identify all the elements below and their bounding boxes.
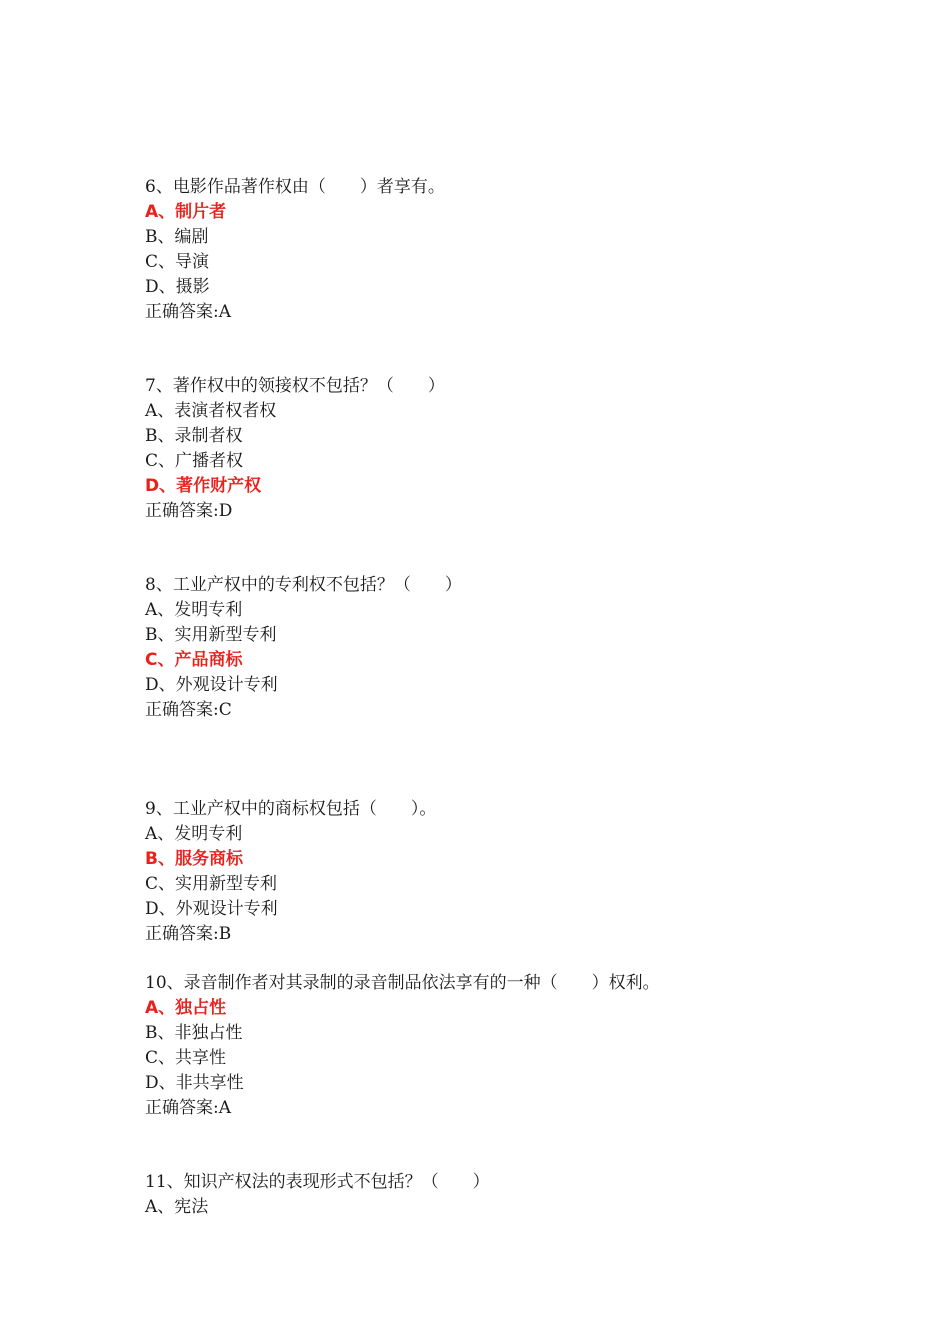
option-a-correct: A、独占性 — [145, 998, 227, 1018]
option-b: B、实用新型专利 — [145, 625, 277, 645]
question-7 — [145, 374, 845, 524]
question-9 — [145, 797, 845, 947]
option-a: A、发明专利 — [145, 600, 243, 620]
correct-answer: 正确答案:C — [145, 700, 232, 720]
correct-answer: 正确答案:A — [145, 1098, 232, 1118]
question-stem: 8、工业产权中的专利权不包括？（ ） — [145, 575, 462, 595]
question-11 — [145, 1170, 845, 1220]
option-b-correct: B、服务商标 — [145, 849, 243, 869]
option-d: D、摄影 — [145, 277, 210, 297]
option-d: D、外观设计专利 — [145, 899, 278, 919]
correct-answer: 正确答案:A — [145, 302, 232, 322]
option-b: B、非独占性 — [145, 1023, 243, 1043]
option-a: A、宪法 — [145, 1197, 209, 1217]
option-d: D、外观设计专利 — [145, 675, 278, 695]
correct-answer: 正确答案:D — [145, 501, 233, 521]
option-d: D、非共享性 — [145, 1073, 244, 1093]
option-a: A、表演者权者权 — [145, 401, 277, 421]
option-c: C、导演 — [145, 252, 210, 272]
option-c: C、实用新型专利 — [145, 874, 278, 894]
option-b: B、编剧 — [145, 227, 209, 247]
question-stem: 9、工业产权中的商标权包括（ ）。 — [145, 799, 437, 819]
option-a: A、发明专利 — [145, 824, 243, 844]
question-10 — [145, 971, 845, 1121]
question-stem: 10、录音制作者对其录制的录音制品依法享有的一种（ ）权利。 — [145, 973, 660, 993]
option-a-correct: A、制片者 — [145, 202, 227, 222]
question-8 — [145, 573, 845, 723]
option-c-correct: C、产品商标 — [145, 650, 243, 670]
option-b: B、录制者权 — [145, 426, 243, 446]
option-d-correct: D、著作财产权 — [145, 476, 262, 496]
question-stem: 7、著作权中的领接权不包括？（ ） — [145, 376, 445, 396]
question-stem: 11、知识产权法的表现形式不包括？（ ） — [145, 1172, 490, 1192]
option-c: C、广播者权 — [145, 451, 244, 471]
question-6 — [145, 175, 845, 325]
correct-answer: 正确答案:B — [145, 924, 232, 944]
option-c: C、共享性 — [145, 1048, 227, 1068]
question-stem: 6、电影作品著作权由（ ）者享有。 — [145, 177, 445, 197]
